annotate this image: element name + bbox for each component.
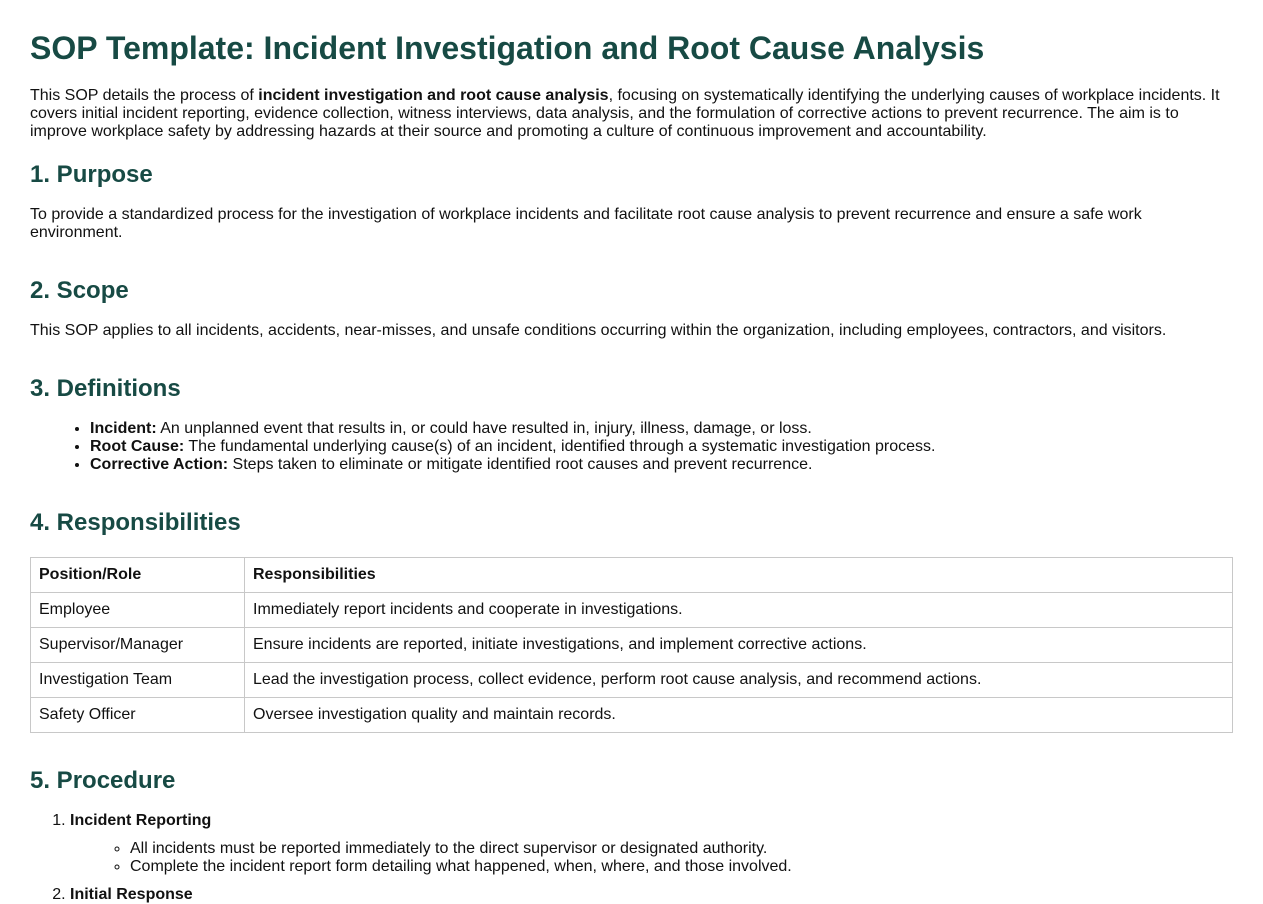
duty-cell: Ensure incidents are reported, initiate investigations, and implement corrective actions. (245, 628, 1233, 663)
procedure-steps (30, 812, 1233, 904)
purpose-text: To provide a standardized process for the investigation of workplace incidents and facilitate root cause analysis to prevent recurrence and ensure a safe work environment. (30, 206, 1142, 241)
scope-heading: 2. Scope (30, 277, 129, 304)
definition-term: Corrective Action: (90, 456, 229, 473)
definitions-heading: 3. Definitions (30, 375, 181, 402)
procedure-step-title: Initial Response (70, 886, 193, 903)
table-row (31, 593, 1233, 628)
intro-text-bold: incident investigation and root cause analysis (258, 87, 609, 104)
table-row (31, 628, 1233, 663)
table-row (31, 698, 1233, 733)
table-row (31, 663, 1233, 698)
duty-cell: Lead the investigation process, collect evidence, perform root cause analysis, and recommend actions. (245, 663, 1233, 698)
role-cell: Employee (31, 593, 245, 628)
definition-term: Root Cause: (90, 438, 185, 455)
procedure-step (70, 886, 1233, 904)
duty-cell: Oversee investigation quality and maintain records. (245, 698, 1233, 733)
definition-text: The fundamental underlying cause(s) of an incident, identified through a systematic investigation process. (184, 438, 936, 455)
definition-text: Steps taken to eliminate or mitigate identified root causes and prevent recurrence. (228, 456, 813, 473)
intro-paragraph (30, 87, 1233, 141)
role-cell: Investigation Team (31, 663, 245, 698)
procedure-substep: ◦ All incidents must be reported immediately to the direct supervisor or designated authority. (130, 840, 1233, 858)
definition-item (90, 438, 1233, 456)
procedure-step-title: Incident Reporting (70, 812, 212, 829)
scope-text: This SOP applies to all incidents, accidents, near-misses, and unsafe conditions occurring within the organization, including employees, contractors, and visitors. (30, 322, 1167, 339)
responsibilities-table (30, 557, 1233, 733)
procedure-substep: ◦ Complete the incident report form detailing what happened, when, where, and those involved. (130, 858, 1233, 876)
intro-text-start: This SOP details the process of (30, 87, 259, 104)
responsibilities-heading: 4. Responsibilities (30, 509, 241, 536)
definition-term: Incident: (90, 420, 157, 437)
role-cell: Safety Officer (31, 698, 245, 733)
definitions-list (30, 420, 1233, 474)
sop-document (30, 0, 1233, 904)
procedure-step (70, 812, 1233, 876)
procedure-substeps (70, 840, 1233, 876)
role-cell: Supervisor/Manager (31, 628, 245, 663)
duty-cell: Immediately report incidents and cooperate in investigations. (245, 593, 1233, 628)
table-header-row (31, 558, 1233, 593)
definition-text: An unplanned event that results in, or could have resulted in, injury, illness, damage, or loss. (156, 420, 812, 437)
procedure-heading: 5. Procedure (30, 767, 176, 794)
definition-item (90, 456, 1233, 474)
column-header-role: Position/Role (31, 558, 245, 593)
intro-text-end: , focusing on systematically identifying the underlying causes of workplace incidents. It covers initial incident reporting, evidence collection, witness interviews, data analysis, and the formulation of corrective actions to prevent recurrence. The aim is to improve workplace safety by addressing hazards at their source and promoting a culture of continuous improvement and accountability. (30, 87, 1220, 140)
purpose-heading: 1. Purpose (30, 161, 153, 188)
definition-item (90, 420, 1233, 438)
page-title: SOP Template: Incident Investigation and Root Cause Analysis (30, 30, 985, 66)
column-header-responsibilities: Responsibilities (245, 558, 1233, 593)
